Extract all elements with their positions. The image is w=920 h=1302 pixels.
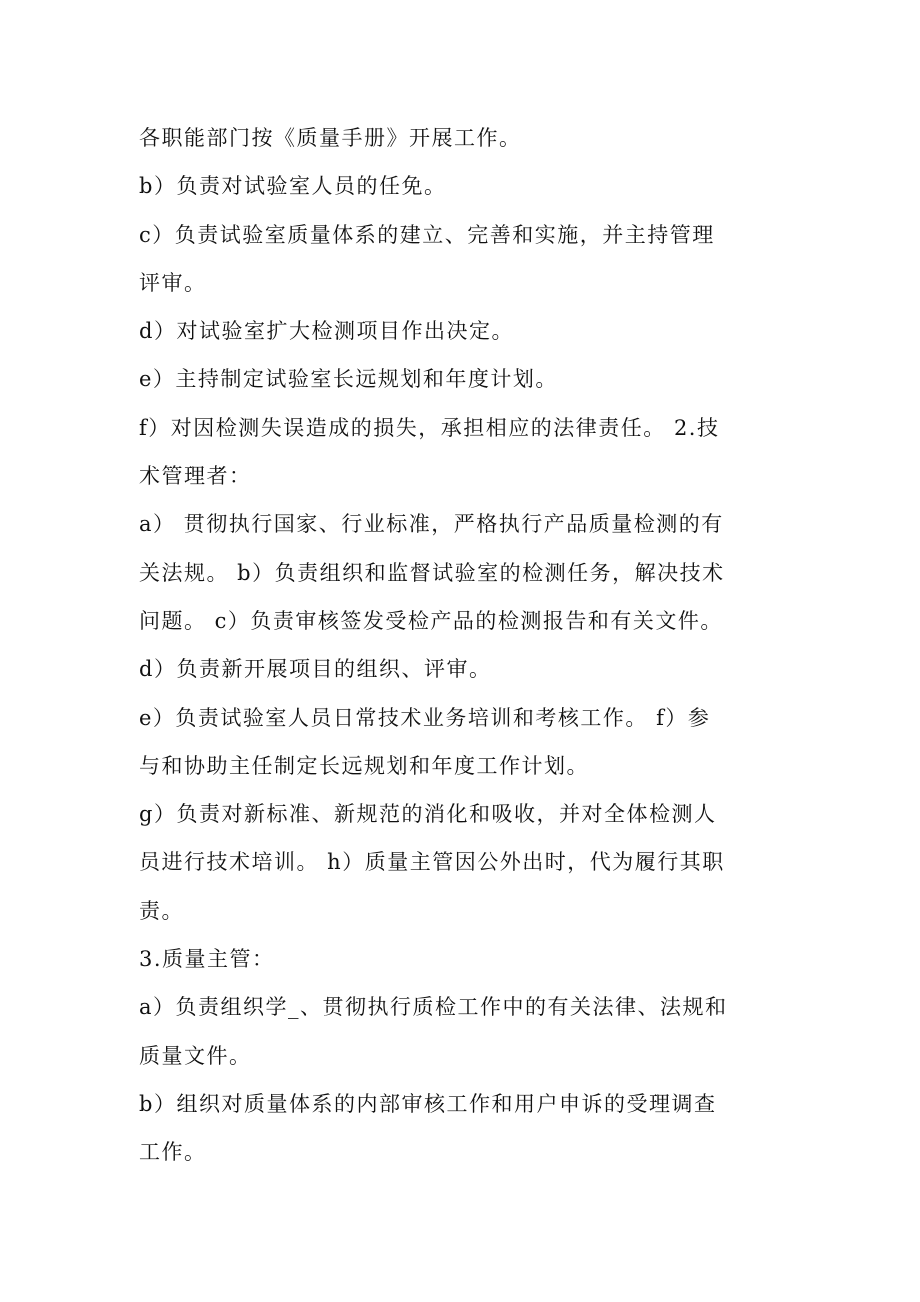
text-line: b）组织对质量体系的内部审核工作和用户申诉的受理调查	[139, 1091, 717, 1116]
text-line: 责。	[139, 898, 184, 923]
text-line: e）主持制定试验室长远规划和年度计划。	[139, 367, 558, 392]
text-line: 评审。	[139, 270, 207, 295]
text-line: a）负责组织学_、贯彻执行质检工作中的有关法律、法规和	[139, 995, 728, 1020]
text-line: 工作。	[139, 1140, 207, 1165]
document-body	[139, 114, 799, 1177]
text-line: c）负责试验室质量体系的建立、完善和实施，并主持管理	[139, 222, 715, 247]
text-line: 3.质量主管：	[139, 947, 275, 972]
text-line: f）对因检测失误造成的损失，承担相应的法律责任。 2.技	[139, 415, 720, 440]
text-line: d）负责新开展项目的组织、评审。	[139, 657, 492, 682]
text-line: 关法规。 b）负责组织和监督试验室的检测任务，解决技术	[139, 560, 725, 585]
text-line: a） 贯彻执行国家、行业标准，严格执行产品质量检测的有	[139, 512, 724, 537]
text-line: 与和协助主任制定长远规划和年度工作计划。	[139, 753, 589, 778]
text-line: 员进行技术培训。 h）质量主管因公外出时，代为履行其职	[139, 850, 725, 875]
text-line: b）负责对试验室人员的任免。	[139, 174, 447, 199]
text-line: g）负责对新标准、新规范的消化和吸收，并对全体检测人	[139, 802, 717, 827]
text-line: 问题。 c）负责审核签发受检产品的检测报告和有关文件。	[139, 608, 723, 633]
text-line: 各职能部门按《质量手册》开展工作。	[139, 126, 522, 150]
text-line: 术管理者：	[139, 464, 252, 489]
text-line: 质量文件。	[139, 1043, 252, 1068]
text-line: e）负责试验室人员日常技术业务培训和考核工作。 f）参	[139, 705, 711, 730]
text-line: d）对试验室扩大检测项目作出决定。	[139, 319, 514, 344]
